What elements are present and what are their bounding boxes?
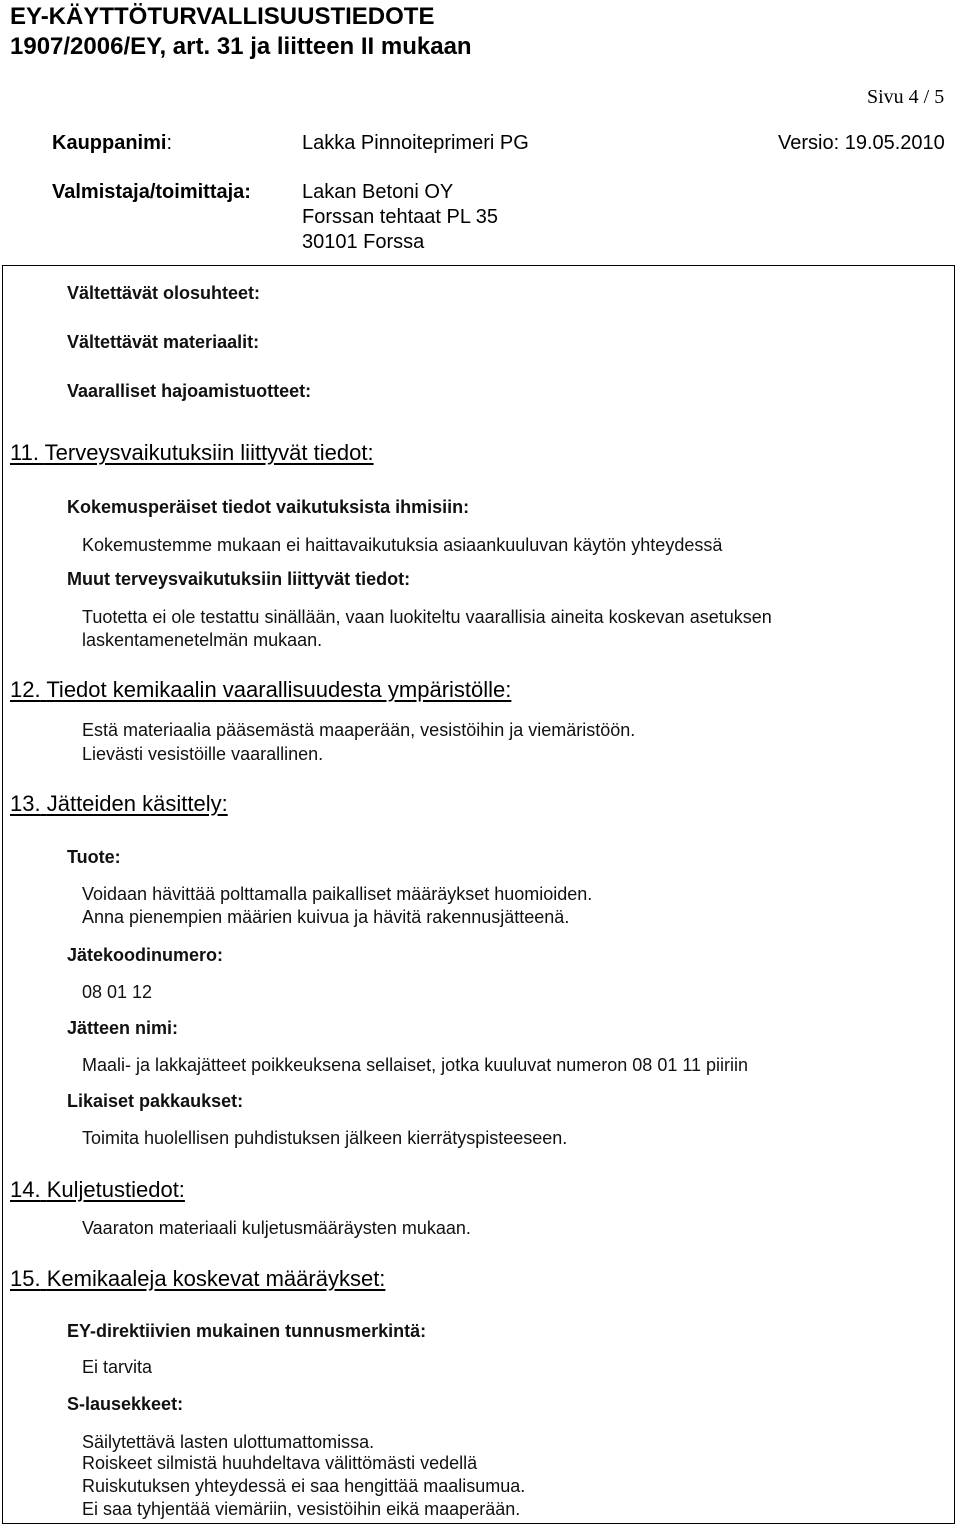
avoid-conditions-label: Vältettävät olosuhteet: (67, 283, 261, 303)
section-15-title: Kemikaaleja koskevat määräykset: (46, 1266, 386, 1291)
supplier-line: 30101 Forssa (302, 231, 425, 253)
trade-name-label (52, 132, 172, 155)
s-phrase: Ei saa tyhjentää viemäriin, vesistöihin eikä maaperään. (82, 1499, 521, 1519)
supplier-line: Lakan Betoni OY (302, 181, 454, 203)
section-11-heading (10, 440, 374, 466)
section-12-heading (10, 677, 511, 703)
other-health-text: Tuotetta ei ole testattu sinällään, vaan luokiteltu vaarallisia aineita koskevan asetuksen (82, 607, 772, 627)
ec-labelling-label: EY-direktiivien mukainen tunnusmerkintä: (67, 1321, 427, 1341)
section-13-heading (10, 791, 228, 817)
other-health-label: Muut terveysvaikutuksiin liittyvät tiedot: (67, 569, 411, 589)
supplier-line: Forssan tehtaat PL 35 (302, 206, 499, 228)
section-14-number: 14. (10, 1177, 41, 1202)
section-13-number: 13. (10, 791, 41, 816)
other-health-text: laskentamenetelmän mukaan. (82, 630, 323, 650)
trade-name-value: Lakka Pinnoiteprimeri PG (302, 132, 529, 154)
waste-code-label: Jätekoodinumero: (67, 945, 224, 965)
section-15-number: 15. (10, 1266, 41, 1291)
document-title: EY-KÄYTTÖTURVALLISUUSTIEDOTE (10, 3, 435, 30)
avoid-materials-label: Vältettävät materiaalit: (67, 332, 260, 352)
supplier-label: Valmistaja/toimittaja: (52, 181, 251, 203)
product-label: Tuote: (67, 847, 121, 867)
packaging-label: Likaiset pakkaukset: (67, 1091, 244, 1111)
s-phrase: Säilytettävä lasten ulottumattomissa. (82, 1432, 375, 1452)
decomposition-products-label: Vaaralliset hajoamistuotteet: (67, 381, 312, 401)
section-12-number: 12. (10, 677, 41, 702)
s-phrases-label: S-lausekkeet: (67, 1394, 184, 1414)
waste-code-value: 08 01 12 (82, 982, 153, 1002)
s-phrase: Roiskeet silmistä huuhdeltava välittömästi vedellä (82, 1453, 478, 1473)
waste-name-value: Maali- ja lakkajätteet poikkeuksena sellaiset, jotka kuuluvat numeron 08 01 11 piiriin (82, 1055, 749, 1075)
trade-name-colon: : (166, 132, 173, 154)
version: Versio: 19.05.2010 (778, 132, 945, 154)
section-11-number: 11. (10, 440, 39, 465)
section-11-title: Terveysvaikutuksiin liittyvät tiedot: (44, 440, 374, 465)
packaging-text: Toimita huolellisen puhdistuksen jälkeen kierrätyspisteeseen. (82, 1128, 568, 1148)
page-number: Sivu 4 / 5 (867, 86, 945, 108)
section-14-heading (10, 1177, 185, 1203)
product-disposal-text: Anna pienempien määrien kuivua ja hävitä rakennusjätteenä. (82, 907, 570, 927)
environment-text: Estä materiaalia pääsemästä maaperään, vesistöihin ja viemäristöön. (82, 720, 636, 740)
ec-labelling-value: Ei tarvita (82, 1357, 153, 1377)
section-14-title: Kuljetustiedot: (46, 1177, 185, 1202)
document-regulation: 1907/2006/EY, art. 31 ja liitteen II mukaan (10, 33, 472, 60)
environment-text: Lievästi vesistöille vaarallinen. (82, 744, 324, 764)
section-13-title: Jätteiden käsittely: (46, 791, 228, 816)
product-disposal-text: Voidaan hävittää polttamalla paikalliset määräykset huomioiden. (82, 884, 593, 904)
section-12-title: Tiedot kemikaalin vaarallisuudesta ympäristölle: (46, 677, 512, 702)
s-phrase: Ruiskutuksen yhteydessä ei saa hengittää maalisumua. (82, 1476, 526, 1496)
waste-name-label: Jätteen nimi: (67, 1018, 179, 1038)
trade-name-label-text: Kauppanimi (52, 132, 167, 154)
transport-text: Vaaraton materiaali kuljetusmääräysten mukaan. (82, 1218, 471, 1238)
section-15-heading (10, 1266, 385, 1292)
experience-label: Kokemusperäiset tiedot vaikutuksista ihmisiin: (67, 497, 470, 517)
experience-text: Kokemustemme mukaan ei haittavaikutuksia asiaankuuluvan käytön yhteydessä (82, 535, 723, 555)
